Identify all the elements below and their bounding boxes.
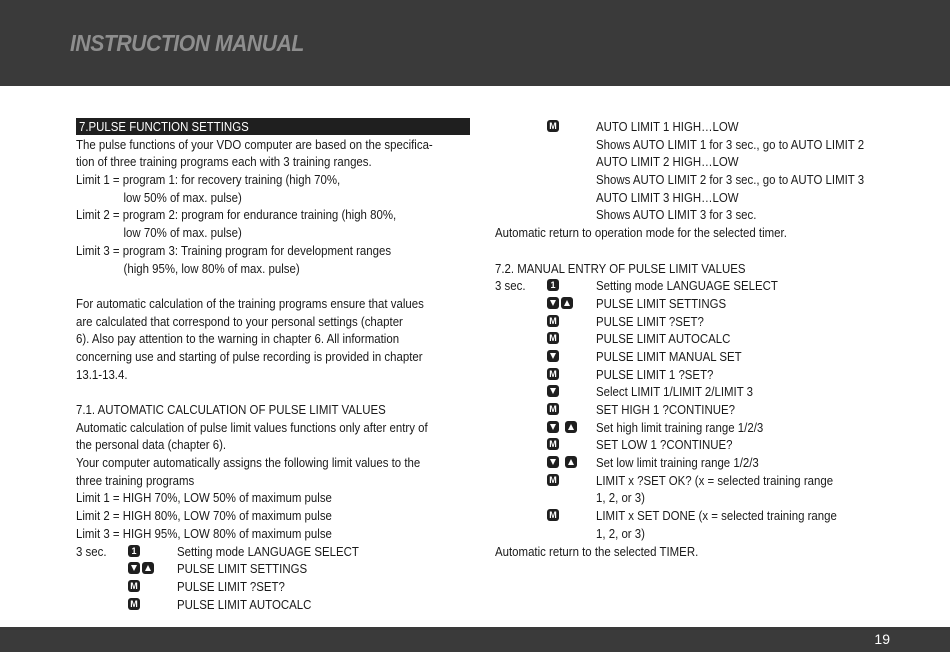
key-m-icon: M — [547, 368, 559, 380]
header-title: INSTRUCTION MANUAL — [70, 30, 304, 56]
step-text: PULSE LIMIT 1 ?SET? — [596, 366, 714, 382]
page-header — [0, 0, 950, 86]
step-row — [495, 295, 895, 313]
step-row — [495, 348, 895, 366]
step-text: Setting mode LANGUAGE SELECT — [177, 543, 359, 559]
section-title: 7.PULSE FUNCTION SETTINGS — [76, 118, 470, 135]
step-row — [495, 206, 895, 224]
page-footer — [0, 627, 950, 652]
key-m-icon: M — [547, 403, 559, 415]
step-text: PULSE LIMIT ?SET? — [596, 313, 704, 329]
arrow-down-key-icon — [547, 297, 559, 309]
text-line: 13.1-13.4. — [76, 366, 128, 382]
arrow-up-key-icon — [561, 297, 573, 309]
limit-line: low 70% of max. pulse) — [123, 225, 242, 241]
step-text: PULSE LIMIT MANUAL SET — [596, 348, 742, 364]
step-text: PULSE LIMIT AUTOCALC — [596, 331, 731, 347]
step-text: Shows AUTO LIMIT 2 for 3 sec., go to AUTO LIMIT 3 — [596, 172, 865, 188]
text-line: Your computer automatically assigns the following limit values to the — [76, 455, 421, 471]
step-row — [495, 277, 895, 295]
step-row — [495, 171, 895, 189]
step-text: AUTO LIMIT 2 HIGH…LOW — [596, 154, 739, 170]
step-row — [76, 560, 470, 578]
step-text: AUTO LIMIT 1 HIGH…LOW — [596, 119, 739, 134]
text-line: the personal data (chapter 6). — [76, 437, 227, 453]
step-row — [495, 118, 895, 136]
step-text: Set high limit training range 1/2/3 — [596, 419, 764, 435]
step-text: LIMIT x SET DONE (x = selected training range — [596, 508, 837, 524]
arrow-up-key-icon — [565, 421, 577, 433]
key-1-icon: 1 — [128, 545, 140, 557]
step-row — [495, 436, 895, 454]
step-row — [495, 419, 895, 437]
step-row — [495, 525, 895, 543]
key-1-icon: 1 — [547, 279, 559, 291]
text-line: three training programs — [76, 472, 195, 488]
step-text: PULSE LIMIT SETTINGS — [596, 295, 727, 311]
limit-line: (high 95%, low 80% of max. pulse) — [123, 260, 300, 276]
step-duration: 3 sec. — [495, 278, 526, 294]
step-text: Shows AUTO LIMIT 1 for 3 sec., go to AUTO LIMIT 2 — [596, 136, 865, 152]
text-line: For automatic calculation of the training programs ensure that values — [76, 295, 424, 311]
step-text: Select LIMIT 1/LIMIT 2/LIMIT 3 — [596, 384, 754, 400]
text-line: Limit 2 = HIGH 80%, LOW 70% of maximum pulse — [76, 508, 332, 524]
text-line: tion of three training programs each with 3 training ranges. — [76, 154, 372, 170]
key-m-icon: M — [128, 580, 140, 592]
limit-line: Limit 2 = program 2: program for endurance training (high 80%, — [76, 207, 397, 223]
step-row — [495, 366, 895, 384]
arrow-down-key-icon — [547, 421, 559, 433]
text-line: Automatic calculation of pulse limit values functions only after entry of — [76, 419, 428, 435]
key-m-icon: M — [547, 315, 559, 327]
step-row — [76, 596, 470, 614]
left-column — [76, 118, 470, 613]
key-m-icon: M — [547, 438, 559, 450]
key-m-icon: M — [547, 474, 559, 486]
step-text: PULSE LIMIT SETTINGS — [177, 561, 308, 577]
step-row — [495, 507, 895, 525]
step-row — [495, 136, 895, 154]
step-row — [495, 454, 895, 472]
arrow-up-key-icon — [565, 456, 577, 468]
text-line: Limit 3 = HIGH 95%, LOW 80% of maximum pulse — [76, 525, 332, 541]
step-text: Setting mode LANGUAGE SELECT — [596, 278, 778, 294]
limit-line: low 50% of max. pulse) — [123, 189, 242, 205]
step-row — [76, 543, 470, 561]
step-text: PULSE LIMIT ?SET? — [177, 578, 285, 594]
step-text: PULSE LIMIT AUTOCALC — [177, 596, 312, 612]
step-row — [76, 578, 470, 596]
arrow-down-key-icon — [547, 385, 559, 397]
step-row — [495, 153, 895, 171]
text-line: are calculated that correspond to your personal settings (chapter — [76, 313, 403, 329]
step-row — [495, 489, 895, 507]
key-m-icon: M — [547, 332, 559, 344]
step-text: SET HIGH 1 ?CONTINUE? — [596, 402, 736, 417]
step-text: LIMIT x ?SET OK? (x = selected training range — [596, 472, 834, 488]
key-m-icon: M — [547, 509, 559, 521]
key-m-icon: M — [128, 598, 140, 610]
step-row — [495, 189, 895, 207]
arrow-up-key-icon — [142, 562, 154, 574]
step-text: Shows AUTO LIMIT 3 for 3 sec. — [596, 207, 757, 223]
step-row — [495, 383, 895, 401]
text-line: 6). Also pay attention to the warning in chapter 6. All information — [76, 331, 400, 347]
step-row — [495, 401, 895, 419]
limit-line: Limit 3 = program 3: Training program for development ranges — [76, 242, 392, 258]
text-line: Limit 1 = HIGH 70%, LOW 50% of maximum pulse — [76, 490, 332, 506]
subsection-title: 7.2. MANUAL ENTRY OF PULSE LIMIT VALUES — [495, 260, 746, 276]
step-text: Set low limit training range 1/2/3 — [596, 455, 759, 471]
step-duration: 3 sec. — [76, 543, 107, 559]
step-text: SET LOW 1 ?CONTINUE? — [596, 437, 733, 453]
arrow-down-key-icon — [547, 350, 559, 362]
right-column — [495, 118, 895, 560]
step-text: 1, 2, or 3) — [596, 525, 645, 541]
subsection-title: 7.1. AUTOMATIC CALCULATION OF PULSE LIMIT VALUES — [76, 402, 386, 417]
text-line: Automatic return to operation mode for the selected timer. — [495, 225, 787, 241]
text-line: Automatic return to the selected TIMER. — [495, 543, 699, 559]
arrow-down-key-icon — [547, 456, 559, 468]
text-line: The pulse functions of your VDO computer are based on the specifica- — [76, 136, 433, 152]
step-text: AUTO LIMIT 3 HIGH…LOW — [596, 189, 739, 205]
key-m-icon: M — [547, 120, 559, 132]
text-line: concerning use and starting of pulse recording is provided in chapter — [76, 348, 423, 364]
step-row — [495, 472, 895, 490]
arrow-down-key-icon — [128, 562, 140, 574]
page-number: 19 — [874, 631, 890, 647]
step-row — [495, 313, 895, 331]
limit-line: Limit 1 = program 1: for recovery training (high 70%, — [76, 172, 341, 188]
step-row — [495, 330, 895, 348]
step-text: 1, 2, or 3) — [596, 490, 645, 506]
